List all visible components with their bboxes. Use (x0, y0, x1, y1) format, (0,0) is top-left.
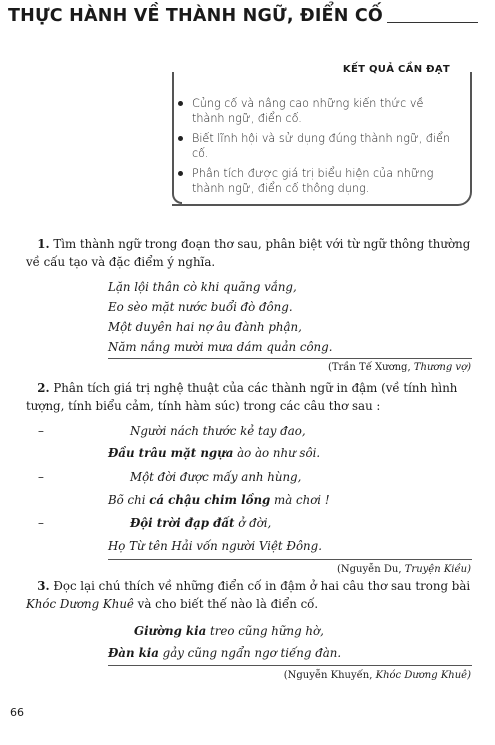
q2-verse-3: Một đời được mấy anh hùng, (130, 470, 302, 484)
bullet-icon (178, 171, 183, 176)
q2-verse-5: Đội trời đạp đất ở đời, (130, 516, 272, 530)
title-rule (387, 22, 478, 23)
goals-header: KẾT QUẢ CẦN ĐẠT (339, 64, 454, 75)
q2-source: (Nguyễn Du, Truyện Kiều) (337, 564, 471, 575)
title-text: THỰC HÀNH VỀ THÀNH NGỮ, ĐIỂN CỐ (8, 6, 383, 26)
q2-dash-1: – (38, 424, 44, 438)
q2-verse-2: Đầu trâu mặt ngựa ào ào như sôi. (108, 446, 321, 460)
page-number: 66 (10, 706, 24, 719)
goals-list (176, 96, 450, 201)
q1-verse-1: Lặn lội thân cò khi quãng vắng, (108, 280, 297, 294)
goal-item: Củng cố và nâng cao những kiến thức về thành ngữ, điển cố. (176, 96, 450, 126)
question-3: 3. Đọc lại chú thích về những điển cố in đậm ở hai câu thơ sau trong bài Khóc Dương Khuê và cho biết thế nào là điển cố. (26, 579, 471, 611)
q2-source-rule (108, 559, 472, 560)
q2-verse-1: Người nách thước kẻ tay đao, (130, 424, 306, 438)
q2-verse-6: Họ Từ tên Hải vốn người Việt Đông. (108, 539, 322, 553)
q1-verse-2: Eo sèo mặt nước buổi đò đông. (108, 300, 293, 314)
q3-source-rule (108, 665, 472, 666)
question-1: 1. Tìm thành ngữ trong đoạn thơ sau, phân biệt với từ ngữ thông thường về cấu tạo và đặc điểm ý nghĩa. (26, 237, 471, 269)
q2-dash-3: – (38, 516, 44, 530)
q1-source-rule (108, 358, 472, 359)
bullet-icon (178, 101, 183, 106)
question-2: 2. Phân tích giá trị nghệ thuật của các thành ngữ in đậm (về tính hình tượng, tính biểu cảm, tính hàm súc) trong các câu thơ sau : (26, 381, 458, 413)
q1-verse-3: Một duyên hai nợ âu đành phận, (108, 320, 302, 334)
q3-verse-1: Giường kia treo cũng hững hờ, (134, 624, 324, 638)
q2-verse-4: Bõ chi cá chậu chim lồng mà chơi ! (108, 493, 330, 507)
page-title (8, 6, 478, 26)
q1-verse-4: Năm nắng mười mưa dám quản công. (108, 340, 333, 354)
q3-verse-2: Đàn kia gảy cũng ngẩn ngơ tiếng đàn. (108, 646, 342, 660)
q3-source: (Nguyễn Khuyến, Khóc Dương Khuê) (283, 670, 471, 681)
goal-item: Phân tích được giá trị biểu hiện của những thành ngữ, điển cố thông dụng. (176, 166, 450, 196)
q1-source: (Trần Tế Xương, Thương vợ) (327, 362, 471, 373)
q2-dash-2: – (38, 470, 44, 484)
learning-goals-box (172, 64, 472, 206)
bullet-icon (178, 136, 183, 141)
goal-item: Biết lĩnh hội và sử dụng đúng thành ngữ, điển cố. (176, 131, 450, 161)
